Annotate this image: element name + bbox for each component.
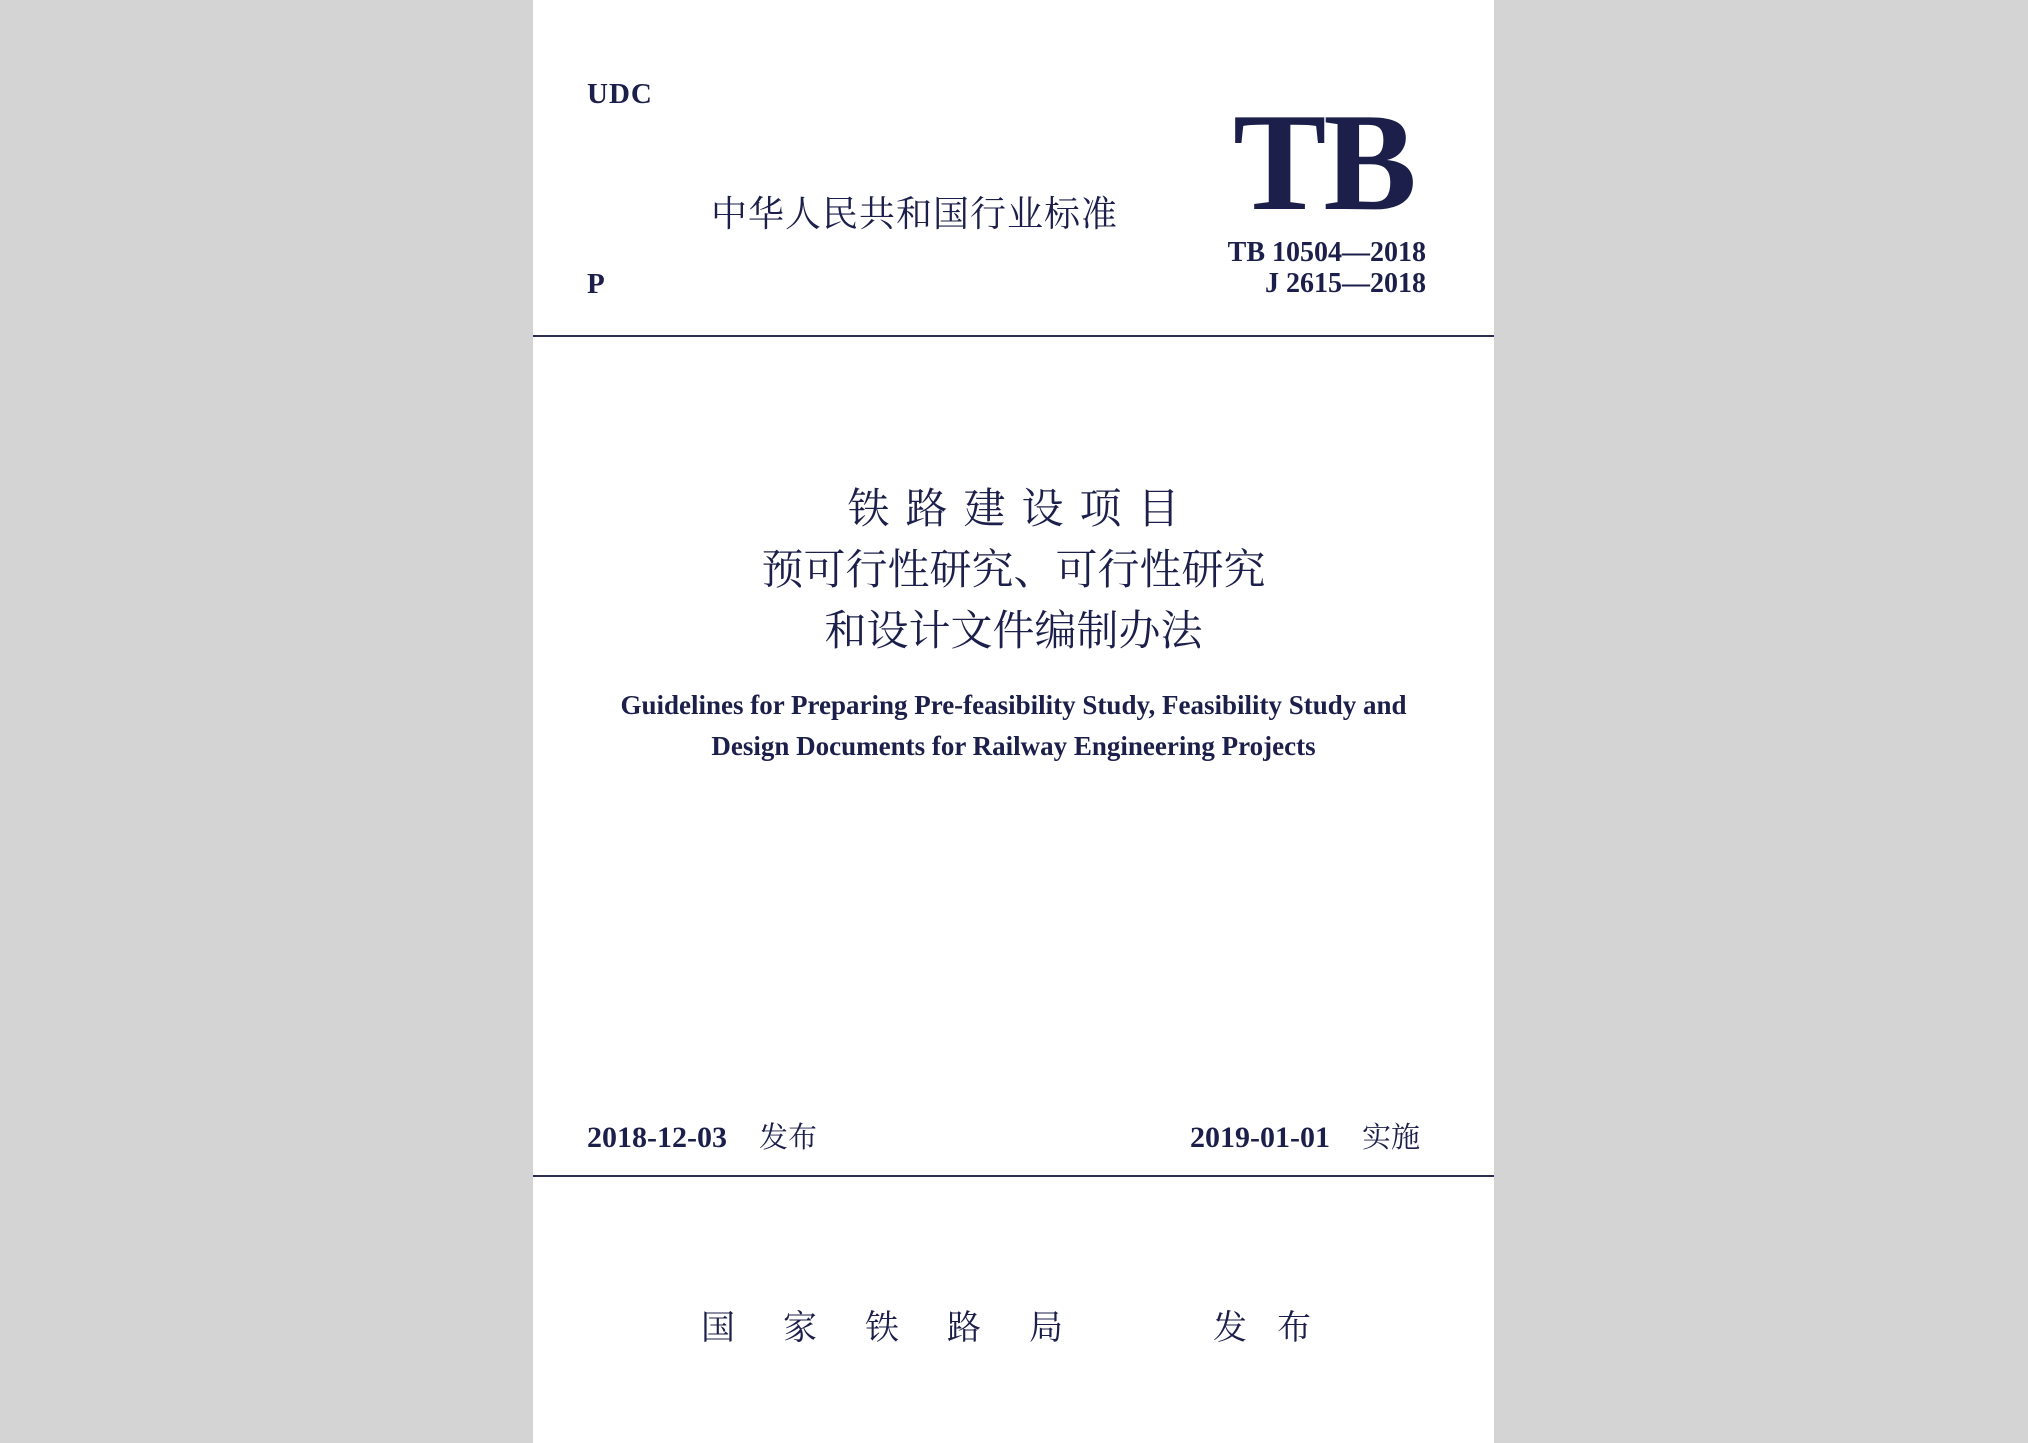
issuer-name: 国家铁路局 <box>701 1308 1111 1348</box>
standard-number-j: J 2615—2018 <box>1265 268 1426 299</box>
industry-standard-label: 中华人民共和国行业标准 <box>711 194 1119 235</box>
udc-label: UDC <box>587 78 653 110</box>
effective-date: 2019-01-01 <box>1190 1121 1330 1154</box>
top-divider <box>533 335 1494 337</box>
english-title <box>533 685 1494 767</box>
issue-date-row <box>587 1115 817 1156</box>
issue-date: 2018-12-03 <box>587 1121 727 1154</box>
effective-label: 实施 <box>1361 1120 1420 1154</box>
english-title-line-1: Guidelines for Preparing Pre-feasibility Study, Feasibility Study and <box>620 690 1407 720</box>
chinese-title-line-1: 铁路建设项目 <box>847 484 1196 533</box>
chinese-title-line-2: 预可行性研究、可行性研究 <box>761 545 1266 594</box>
standard-numbers <box>1228 237 1426 299</box>
release-label: 发布 <box>1213 1308 1341 1348</box>
tb-logo: TB <box>1233 85 1414 240</box>
issue-label: 发布 <box>758 1120 817 1154</box>
bottom-divider <box>533 1175 1494 1177</box>
chinese-title <box>533 478 1494 661</box>
standard-number-tb: TB 10504—2018 <box>1227 237 1426 268</box>
chinese-title-line-3: 和设计文件编制办法 <box>824 606 1203 655</box>
effective-date-row <box>1190 1115 1420 1156</box>
document-cover <box>533 0 1494 1443</box>
english-title-line-2: Design Documents for Railway Engineering Projects <box>711 731 1316 761</box>
classification-code: P <box>587 268 605 300</box>
